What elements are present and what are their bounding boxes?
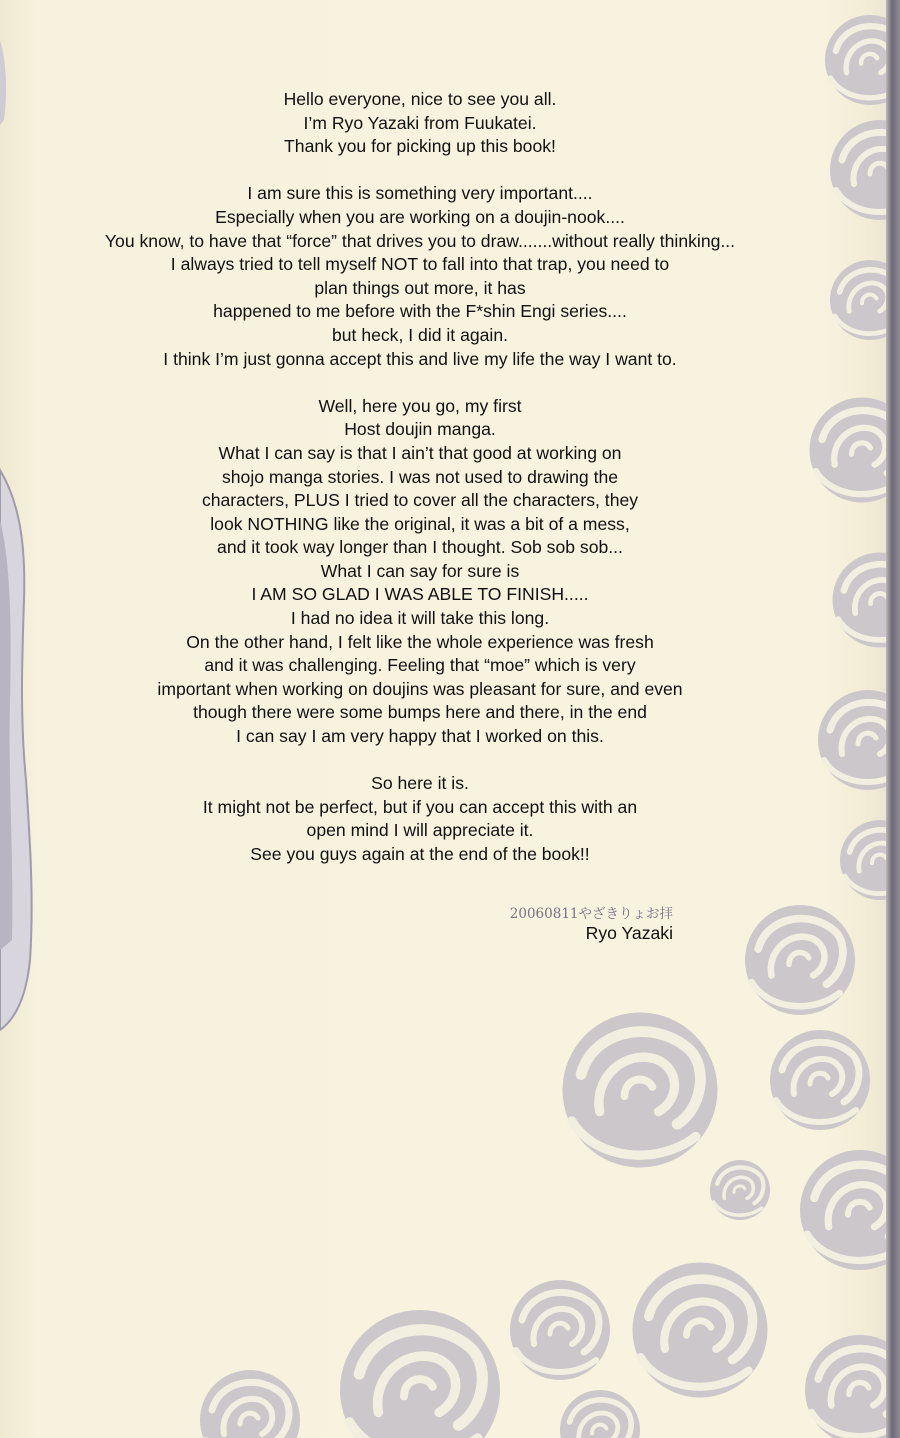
text-line: I had no idea it will take this long. [290,608,550,629]
text-line: open mind I will appreciate it. [306,820,534,841]
paragraph-closing [40,772,800,866]
text-line: shojo manga stories. I was not used to drawing the [221,466,619,487]
text-line: and it was challenging. Feeling that “moe” which is very [204,655,636,676]
page-edge-strip [886,0,900,1438]
text-line: What I can say for sure is [320,560,520,581]
text-line: but heck, I did it again. [331,324,509,345]
paragraph-reflection [40,182,800,371]
text-line: I think I’m just gonna accept this and live my life the way I want to. [163,348,677,369]
text-line: See you guys again at the end of the book!! [250,844,590,864]
message-body [40,88,800,890]
text-line: What I can say is that I ain’t that good at working on [218,442,622,463]
text-line: It might not be perfect, but if you can accept this with an [202,796,638,817]
text-line: I am sure this is something very important.... [247,183,593,204]
text-line: Hello everyone, nice to see you all. [283,89,557,109]
text-line: I can say I am very happy that I worked on this. [236,726,604,747]
text-line: Host doujin manga. [344,419,496,440]
paragraph-manga-notes [40,395,800,749]
text-line: I’m Ryo Yazaki from Fuukatei. [303,112,537,133]
text-line: I AM SO GLAD I WAS ABLE TO FINISH..... [251,584,589,605]
text-line: Thank you for picking up this book! [284,136,556,157]
text-line: Especially when you are working on a doujin-nook.... [215,206,625,227]
signature-name: Ryo Yazaki [585,923,673,943]
signature-date-line: 20060811やざきりょお拝 [509,906,673,922]
text-line: and it took way longer than I thought. Sob sob sob... [217,537,623,558]
text-line: happened to me before with the F*shin Engi series.... [213,301,627,322]
text-line: I always tried to tell myself NOT to fall into that trap, you need to [170,254,670,275]
text-line: though there were some bumps here and there, in the end [193,702,647,723]
text-line: Well, here you go, my first [318,395,522,416]
text-line: characters, PLUS I tried to cover all the characters, they [201,490,639,511]
text-line: On the other hand, I felt like the whole experience was fresh [186,631,654,652]
text-line: You know, to have that “force” that drives you to draw.......without really thinking... [104,230,736,251]
text-line: So here it is. [371,773,469,794]
text-line: important when working on doujins was pleasant for sure, and even [157,678,683,699]
text-line: plan things out more, it has [314,277,526,298]
paragraph-greeting [40,88,800,159]
text-line: look NOTHING like the original, it was a bit of a mess, [210,513,630,534]
